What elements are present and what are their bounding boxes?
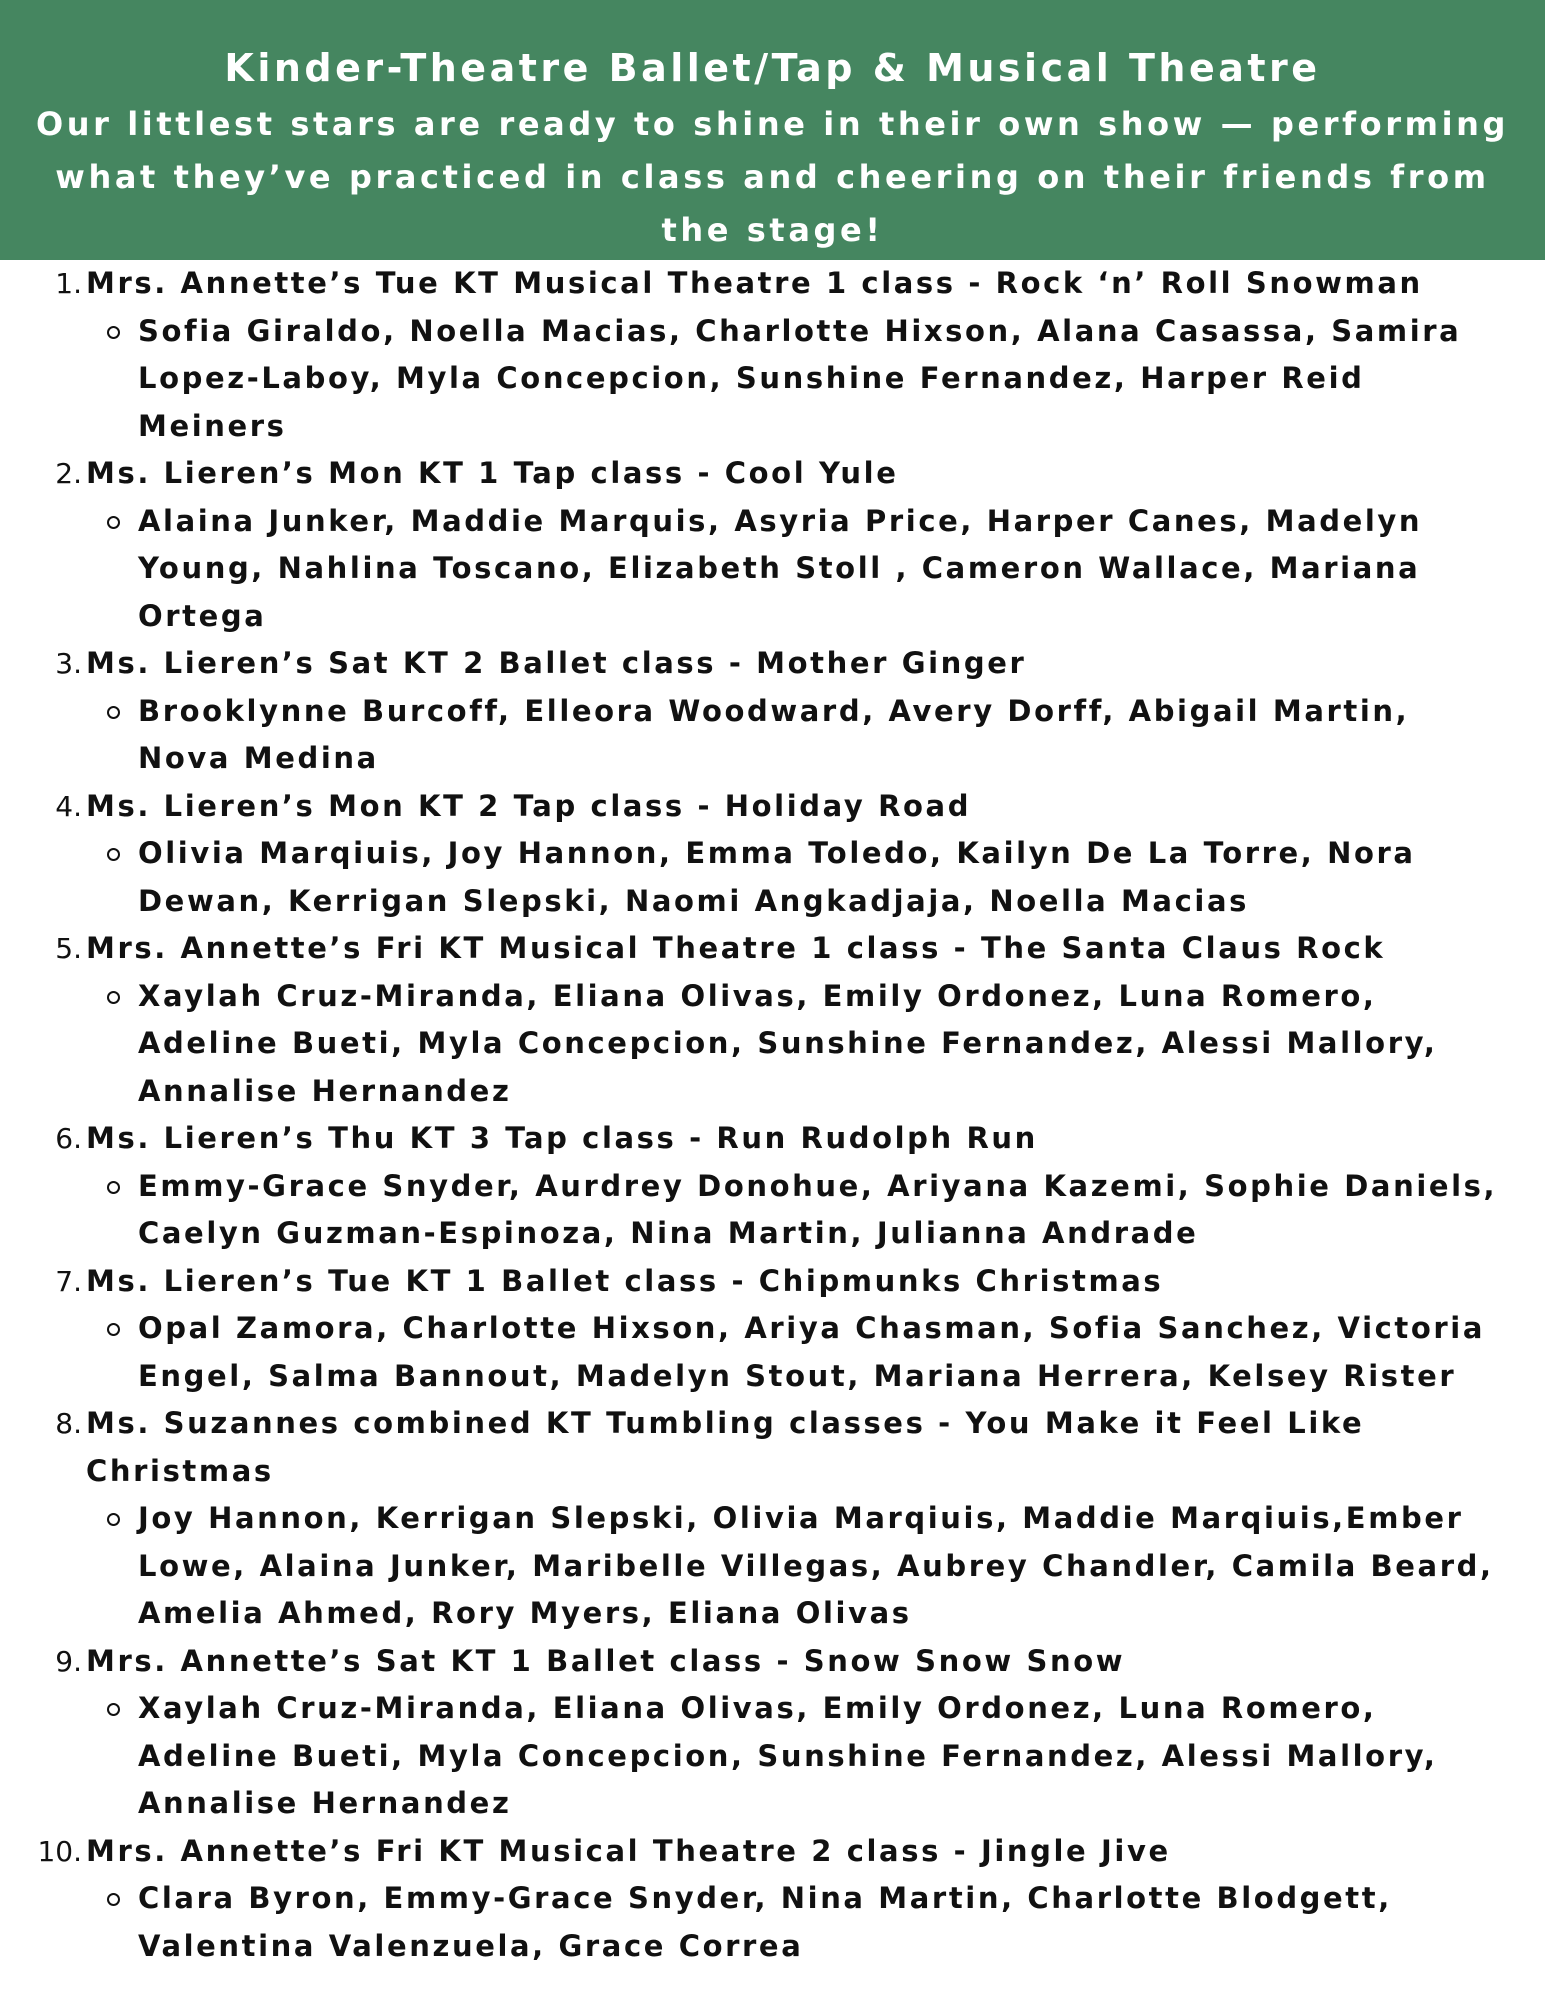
act-title: Mrs. Annette’s Fri KT Musical Theatre 2 class - Jingle Jive [86, 1833, 1171, 1868]
act-title: Ms. Lieren’s Sat KT 2 Ballet class - Mother Ginger [86, 646, 1027, 680]
act-title: Mrs. Annette’s Sat KT 1 Ballet class - Snow Snow Snow [86, 1643, 1126, 1678]
act-item [0, 450, 1545, 640]
act-number: 5. [55, 932, 82, 965]
act-title: Ms. Lieren’s Thu KT 3 Tap class - Run Rudolph Run [86, 1121, 1038, 1155]
act-number: 3. [55, 647, 82, 680]
performer-names: Xaylah Cruz-Miranda, Eliana Olivas, Emily Ordonez, Luna Romero, Adeline Bueti, Myla Concepcion, Sunshine Fernandez, Alessi Mallory, Annalise Hernandez [138, 978, 1438, 1108]
page-subtitle: Our littlest stars are ready to shine in their own show — performing what they’ve practiced in class and cheering on their friends from the stage! [35, 105, 1510, 249]
bullet-icon [107, 1513, 120, 1526]
performer-list [0, 1685, 1545, 1828]
bullet-icon [107, 1703, 120, 1716]
act-item [0, 1258, 1545, 1401]
act-title: Ms. Lieren’s Mon KT 1 Tap class - Cool Yule [86, 456, 899, 490]
act-number: 10. [37, 1834, 82, 1868]
act-item [0, 640, 1545, 783]
act-title-row [0, 450, 1545, 498]
performer-list [0, 1875, 1545, 1970]
act-number: 9. [55, 1644, 82, 1678]
act-item [0, 1115, 1545, 1258]
bullet-icon [107, 1323, 120, 1336]
act-title: Ms. Lieren’s Mon KT 2 Tap class - Holiday Road [86, 788, 972, 823]
act-item [0, 783, 1545, 926]
bullet-icon [107, 848, 120, 861]
act-number: 7. [55, 1264, 82, 1298]
bullet-icon [107, 326, 120, 339]
performer-list [0, 1495, 1545, 1638]
header-banner [0, 0, 1545, 260]
act-title-row [0, 1115, 1545, 1163]
act-title-row [0, 1400, 1545, 1495]
program-list [0, 260, 1545, 1970]
act-title-row [0, 783, 1545, 831]
performer-list [0, 830, 1545, 925]
act-title-row [0, 1258, 1545, 1306]
act-item [0, 1400, 1545, 1638]
performer-names: Xaylah Cruz-Miranda, Eliana Olivas, Emily Ordonez, Luna Romero, Adeline Bueti, Myla Concepcion, Sunshine Fernandez, Alessi Mallory, Annalise Hernandez [138, 1691, 1438, 1820]
act-title-row [0, 925, 1545, 973]
act-title-row [0, 260, 1545, 308]
bullet-icon [107, 516, 120, 529]
bullet-icon [107, 706, 120, 719]
performer-names: Joy Hannon, Kerrigan Slepski, Olivia Marqiuis, Maddie Marqiuis,Ember Lowe, Alaina Junker, Maribelle Villegas, Aubrey Chandler, Camila Beard, Amelia Ahmed, Rory Myers, Eliana Olivas [138, 1501, 1494, 1630]
act-number: 1. [55, 267, 82, 300]
performer-list [0, 498, 1545, 641]
performer-list [0, 1305, 1545, 1400]
performer-names: Alaina Junker, Maddie Marquis, Asyria Price, Harper Canes, Madelyn Young, Nahlina Toscano, Elizabeth Stoll , Cameron Wallace, Mariana Ortega [138, 503, 1423, 633]
act-title-row [0, 640, 1545, 688]
act-number: 2. [55, 457, 82, 490]
page-title: Kinder-Theatre Ballet/Tap & Musical Theatre [224, 46, 1321, 90]
performer-list [0, 308, 1545, 451]
act-title: Mrs. Annette’s Fri KT Musical Theatre 1 class - The Santa Claus Rock [86, 931, 1386, 965]
performer-names: Opal Zamora, Charlotte Hixson, Ariya Chasman, Sofia Sanchez, Victoria Engel, Salma Bannout, Madelyn Stout, Mariana Herrera, Kelsey Rister [138, 1311, 1486, 1393]
act-item [0, 925, 1545, 1115]
act-number: 4. [55, 789, 82, 823]
bullet-icon [107, 991, 120, 1004]
act-item [0, 1638, 1545, 1828]
performer-names: Brooklynne Burcoff, Elleora Woodward, Avery Dorff, Abigail Martin, Nova Medina [138, 693, 1410, 775]
act-number: 8. [55, 1407, 82, 1440]
performer-list [0, 973, 1545, 1116]
act-title-row [0, 1638, 1545, 1686]
act-item [0, 1828, 1545, 1971]
performer-names: Olivia Marqiuis, Joy Hannon, Emma Toledo, Kailyn De La Torre, Nora Dewan, Kerrigan Slepski, Naomi Angkadjaja, Noella Macias [138, 836, 1416, 918]
performer-names: Emmy-Grace Snyder, Aurdrey Donohue, Ariyana Kazemi, Sophie Daniels, Caelyn Guzman-Espinoza, Nina Martin, Julianna Andrade [138, 1168, 1498, 1250]
performer-list [0, 688, 1545, 783]
act-title-row [0, 1828, 1545, 1876]
act-title: Mrs. Annette’s Tue KT Musical Theatre 1 class - Rock ‘n’ Roll Snowman [86, 266, 1423, 300]
act-title: Ms. Suzannes combined KT Tumbling classes - You Make it Feel Like Christmas [86, 1406, 1365, 1488]
performer-list [0, 1163, 1545, 1258]
performer-names: Clara Byron, Emmy-Grace Snyder, Nina Martin, Charlotte Blodgett, Valentina Valenzuela, Grace Correa [138, 1881, 1392, 1963]
act-number: 6. [55, 1122, 82, 1155]
act-item [0, 260, 1545, 450]
act-title: Ms. Lieren’s Tue KT 1 Ballet class - Chipmunks Christmas [86, 1263, 1164, 1298]
bullet-icon [107, 1181, 120, 1194]
performer-names: Sofia Giraldo, Noella Macias, Charlotte Hixson, Alana Casassa, Samira Lopez-Laboy, Myla Concepcion, Sunshine Fernandez, Harper Reid Meiners [138, 313, 1462, 443]
bullet-icon [107, 1893, 120, 1906]
